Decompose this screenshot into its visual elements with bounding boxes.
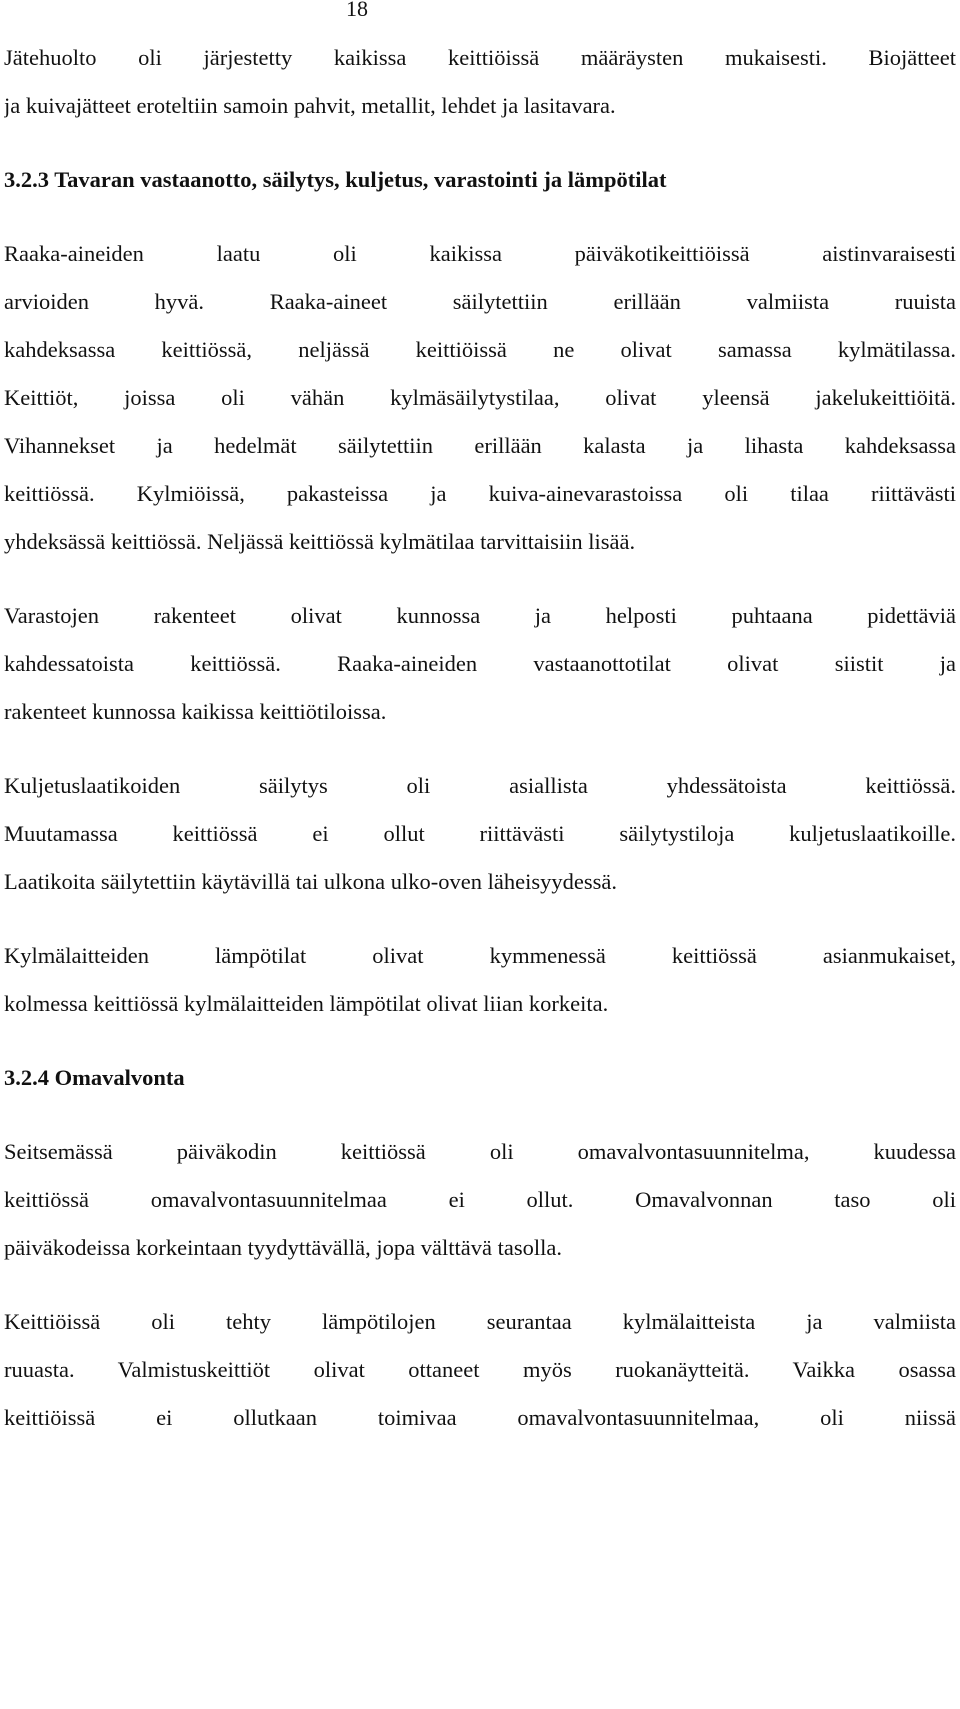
text-line: Jätehuolto oli järjestetty kaikissa keittiöissä määräysten mukaisesti. Biojätteet bbox=[4, 45, 956, 70]
text-line: 3.2.3 Tavaran vastaanotto, säilytys, kuljetus, varastointi ja lämpötilat bbox=[4, 167, 667, 192]
text-line: kolmessa keittiössä kylmälaitteiden lämpötilat olivat liian korkeita. bbox=[4, 991, 609, 1016]
page-number: 18 bbox=[346, 0, 368, 21]
paragraph bbox=[4, 762, 956, 906]
paragraph-spacing bbox=[4, 130, 956, 156]
paragraph-spacing bbox=[4, 1028, 956, 1054]
text-line: kahdeksassa keittiössä, neljässä keittiöissä ne olivat samassa kylmätilassa. bbox=[4, 337, 956, 362]
text-line: ruuasta. Valmistuskeittiöt olivat ottaneet myös ruokanäytteitä. Vaikka osassa bbox=[4, 1357, 956, 1382]
paragraph-spacing bbox=[4, 204, 956, 230]
document-body bbox=[4, 34, 956, 1442]
text-line: Seitsemässä päiväkodin keittiössä oli omavalvontasuunnitelma, kuudessa bbox=[4, 1139, 956, 1164]
paragraph-spacing bbox=[4, 566, 956, 592]
paragraph bbox=[4, 592, 956, 736]
text-line: Keittiöissä oli tehty lämpötilojen seurantaa kylmälaitteista ja valmiista bbox=[4, 1309, 956, 1334]
paragraph-spacing bbox=[4, 1102, 956, 1128]
text-line: Raaka-aineiden laatu oli kaikissa päiväkotikeittiöissä aistinvaraisesti bbox=[4, 241, 956, 266]
section-heading bbox=[4, 156, 956, 204]
text-line: Keittiöt, joissa oli vähän kylmäsäilytystilaa, olivat yleensä jakelukeittiöitä. bbox=[4, 385, 956, 410]
paragraph-spacing bbox=[4, 906, 956, 932]
paragraph bbox=[4, 1298, 956, 1442]
paragraph bbox=[4, 1128, 956, 1272]
text-line: Muutamassa keittiössä ei ollut riittävästi säilytystiloja kuljetuslaatikoille. bbox=[4, 821, 956, 846]
paragraph bbox=[4, 34, 956, 130]
text-line: Varastojen rakenteet olivat kunnossa ja helposti puhtaana pidettäviä bbox=[4, 603, 956, 628]
text-line: yhdeksässä keittiössä. Neljässä keittiössä kylmätilaa tarvittaisiin lisää. bbox=[4, 529, 636, 554]
paragraph bbox=[4, 932, 956, 1028]
paragraph-spacing bbox=[4, 736, 956, 762]
text-line: ja kuivajätteet eroteltiin samoin pahvit, metallit, lehdet ja lasitavara. bbox=[4, 93, 616, 118]
text-line: Kuljetuslaatikoiden säilytys oli asiallista yhdessätoista keittiössä. bbox=[4, 773, 956, 798]
text-line: Vihannekset ja hedelmät säilytettiin erillään kalasta ja lihasta kahdeksassa bbox=[4, 433, 956, 458]
paragraph bbox=[4, 230, 956, 566]
text-line: arvioiden hyvä. Raaka-aineet säilytettiin erillään valmiista ruuista bbox=[4, 289, 956, 314]
paragraph-spacing bbox=[4, 1272, 956, 1298]
section-heading bbox=[4, 1054, 956, 1102]
text-line: kahdessatoista keittiössä. Raaka-aineiden vastaanottotilat olivat siistit ja bbox=[4, 651, 956, 676]
text-line: Laatikoita säilytettiin käytävillä tai ulkona ulko-oven läheisyydessä. bbox=[4, 869, 617, 894]
text-line: keittiöissä ei ollutkaan toimivaa omavalvontasuunnitelmaa, oli niissä bbox=[4, 1405, 956, 1430]
text-line: 3.2.4 Omavalvonta bbox=[4, 1065, 185, 1090]
text-line: keittiössä omavalvontasuunnitelmaa ei ollut. Omavalvonnan taso oli bbox=[4, 1187, 956, 1212]
text-line: Kylmälaitteiden lämpötilat olivat kymmenessä keittiössä asianmukaiset, bbox=[4, 943, 956, 968]
text-line: keittiössä. Kylmiöissä, pakasteissa ja kuiva-ainevarastoissa oli tilaa riittävästi bbox=[4, 481, 956, 506]
text-line: päiväkodeissa korkeintaan tyydyttävällä, jopa välttävä tasolla. bbox=[4, 1235, 562, 1260]
text-line: rakenteet kunnossa kaikissa keittiötiloissa. bbox=[4, 699, 387, 724]
